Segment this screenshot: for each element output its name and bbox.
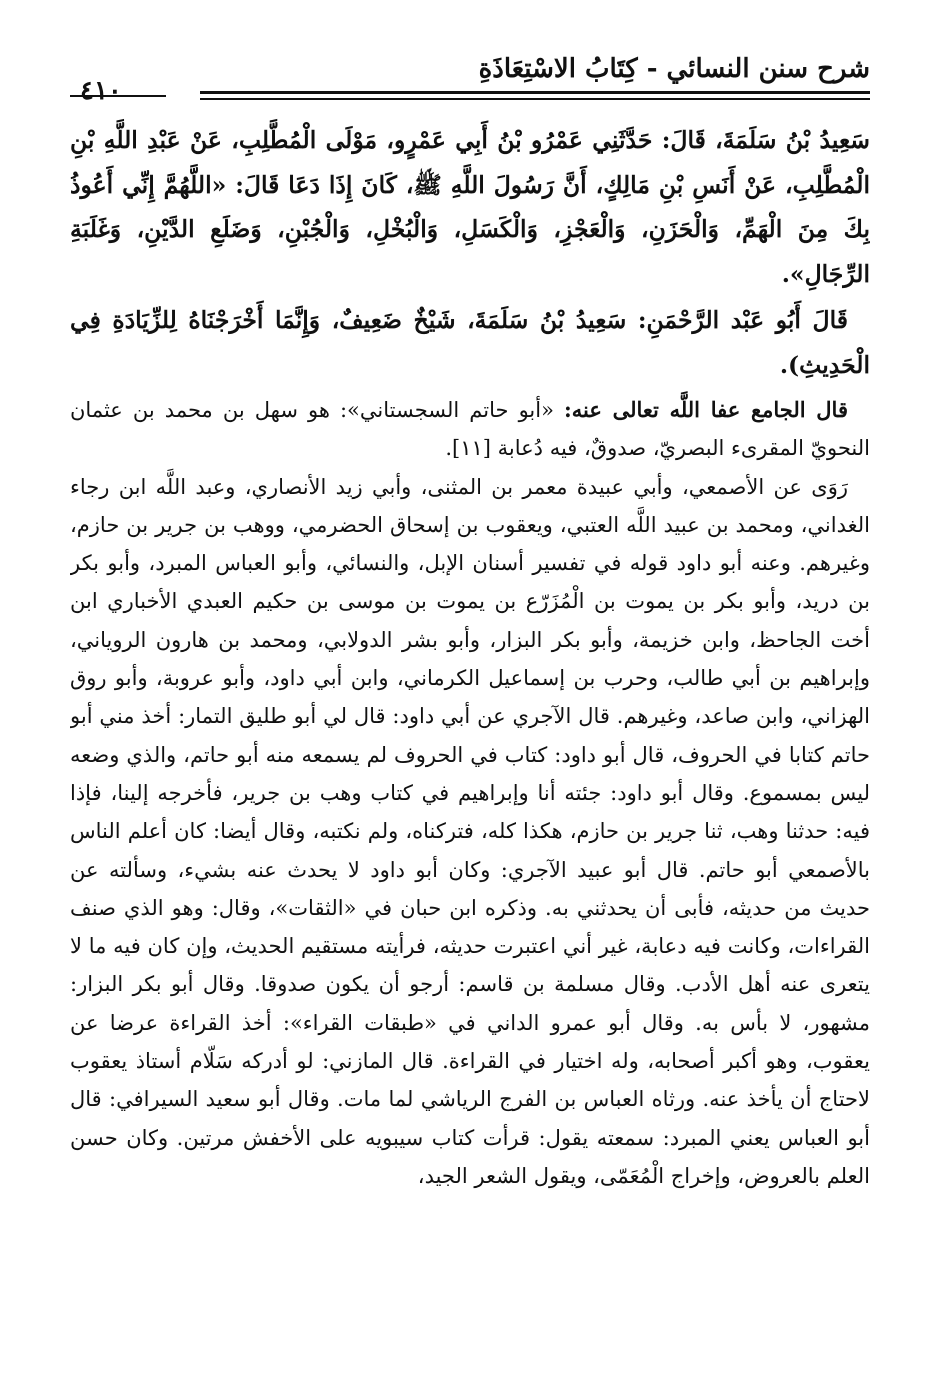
header-rule-thick bbox=[200, 91, 870, 94]
commentary-paragraph-1 bbox=[70, 391, 870, 468]
hadith-text bbox=[70, 118, 870, 387]
book-page bbox=[70, 52, 870, 1352]
page-header bbox=[70, 52, 870, 110]
page-number: ٤١٠ bbox=[80, 76, 122, 106]
commentary-paragraph-2: رَوَى عن الأصمعي، وأبي عبيدة معمر بن المثنى، وأبي زيد الأنصاري، وعبد اللَّه ابن رجاء الغداني، ومحمد بن عبيد اللَّه العتبي، ويعقوب بن إسحاق الحضرمي، ووهب بن جرير بن حازم، وغيرهم. وعنه أبو داود قوله في تفسير أسنان الإبل، والنسائي، وأبو العباس المبرد، وأبو بكر بن دريد، وأبو بكر بن يموت بن الْمُزَرّع بن يموت بن موسى بن حكيم العبدي الأخباري ابن أخت الجاحظ، وابن خزيمة، وأبو بكر البزار، وأبو بشر الدولابي، ومحمد بن هارون الروياني، وإبراهيم بن أبي طالب، وحرب بن إسماعيل الكرماني، وابن أبي داود، وأبو عروبة، وأبو روق الهزاني، وابن صاعد، وغيرهم. قال الآجري عن أبي داود: قال لي أبو طليق التمار: أخذ مني أبو حاتم كتابا في الحروف، قال أبو داود: كتاب في الحروف لم يسمعه منه أبو حاتم، والذي وضعه ليس بمسموع. وقال أبو داود: جئته أنا وإبراهيم في كتاب وهب بن جرير، فأخرجه إلينا، فإذا فيه: حدثنا وهب، ثنا جرير بن حازم، هكذا كله، فتركناه، ولم نكتبه، وقال أيضا: كان أعلم الناس بالأصمعي أبو حاتم. قال أبو عبيد الآجري: وكان أبو داود لا يحدث عنه بشيء، وسألته عن حديث من حديثه، فأبى أن يحدثني به. وذكره ابن حبان في «الثقات»، وقال: وهو الذي صنف القراءات، وكانت فيه دعابة، غير أني اعتبرت حديثه، فرأيته مستقيم الحديث، وإن كان فيه ما لا يتعرى عنه أهل الأدب. وقال مسلمة بن قاسم: أرجو أن يكون صدوقا. وقال أبو بكر البزار: مشهور، لا بأس به. وقال أبو عمرو الداني في «طبقات القراء»: أخذ القراءة عرضا عن يعقوب، وهو أكبر أصحابه، وله اختيار في القراءة. قال المازني: لو أدركه سَلّام أستاذ يعقوب لاحتاج أن يأخذ عنه. ورثاه العباس بن الفرج الرياشي لما مات. وقال أبو سعيد السيرافي: قال أبو العباس يعني المبرد: سمعته يقول: قرأت كتاب سيبويه على الأخفش مرتين. وكان حسن العلم بالعروض، وإخراج الْمُعَمّى، ويقول الشعر الجيد، bbox=[70, 474, 870, 1188]
nasai-comment: قَالَ أَبُو عَبْد الرَّحْمَنِ: سَعِيدُ بْنُ سَلَمَةَ، شَيْخٌ ضَعِيفٌ، وَإِنَّمَا أَخْرَجْنَاهُ لِلزِّيَادَةِ فِي الْحَدِيثِ). bbox=[70, 306, 870, 379]
commentary bbox=[70, 391, 870, 1195]
commentary-intro: «أبو حاتم السجستاني»: هو سهل بن محمد بن عثمان النحويّ المقرىء البصريّ، صدوقٌ، فيه دُعابة [١١]. bbox=[70, 398, 870, 461]
commentary-lead: قال الجامع عفا اللَّه تعالى عنه: bbox=[564, 397, 848, 422]
hadith-paragraph: سَعِيدُ بْنُ سَلَمَةَ، قَالَ: حَدَّثَنِي عَمْرُو بْنُ أَبِي عَمْرٍو، مَوْلَى الْمُطَّلِبِ، عَنْ عَبْدِ اللَّهِ بْنِ الْمُطَّلِبِ، عَنْ أَنَسِ بْنِ مَالِكٍ، أَنَّ رَسُولَ اللَّهِ ﷺ، كَانَ إِذَا دَعَا قَالَ: «اللَّهُمَّ إِنِّي أَعُوذُ بِكَ مِنَ الْهَمِّ، وَالْحَزَنِ، وَالْعَجْزِ، وَالْكَسَلِ، وَالْبُخْلِ، وَالْجُبْنِ، وَضَلَعِ الدَّيْنِ، وَغَلَبَةِ الرِّجَالِ». bbox=[70, 126, 870, 288]
running-head: شرح سنن النسائي - كِتَابُ الاسْتِعَاذَةِ bbox=[478, 54, 870, 84]
header-rule-thin bbox=[200, 98, 870, 100]
